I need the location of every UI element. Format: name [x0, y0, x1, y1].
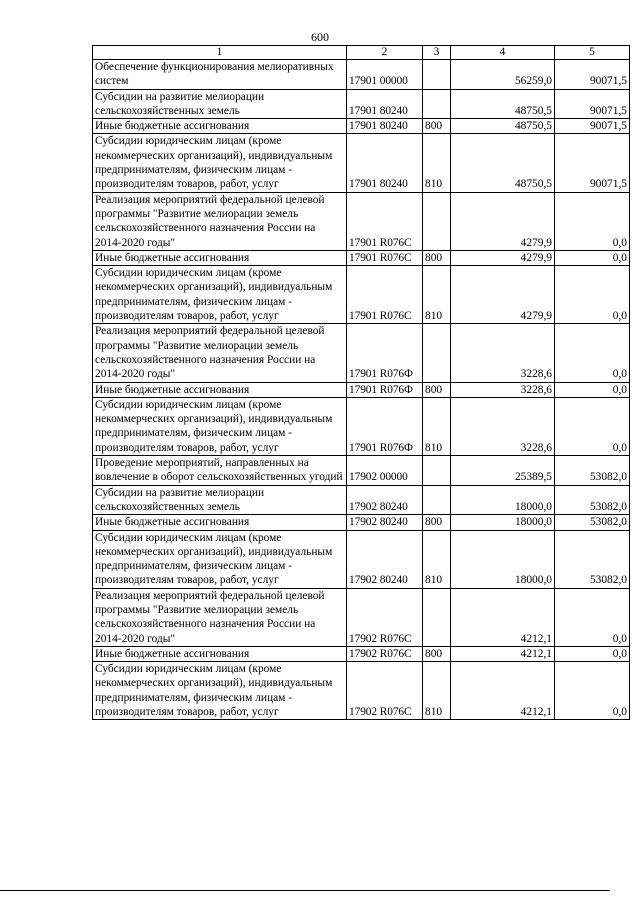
- table-row: [93, 60, 630, 90]
- page-number: 600: [311, 30, 329, 44]
- amount-col-4: 4212,1: [451, 646, 555, 661]
- item-name: Субсидии юридическим лицам (кроме некоммерческих организаций), индивидуальным предпринимателям, физическим лицам - производителям товаров, работ, услуг: [93, 266, 347, 324]
- item-name: Иные бюджетные ассигнования: [93, 119, 347, 134]
- table-row: [93, 588, 630, 646]
- target-code: 17902 R076C: [347, 662, 423, 720]
- amount-col-4: 4212,1: [451, 588, 555, 646]
- item-name: Субсидии на развитие мелиорации сельскохозяйственных земель: [93, 485, 347, 515]
- expense-type: [423, 60, 451, 90]
- amount-col-5: 0,0: [555, 266, 630, 324]
- amount-col-4: 18000,0: [451, 515, 555, 530]
- amount-col-5: 53082,0: [555, 456, 630, 486]
- expense-type: 800: [423, 515, 451, 530]
- item-name: Иные бюджетные ассигнования: [93, 515, 347, 530]
- table-row: [93, 530, 630, 588]
- expense-type: 800: [423, 250, 451, 265]
- table-row: [93, 515, 630, 530]
- amount-col-5: 0,0: [555, 397, 630, 455]
- target-code: 17902 R076C: [347, 588, 423, 646]
- expense-type: 800: [423, 646, 451, 661]
- header-col-5: 5: [555, 46, 630, 60]
- amount-col-5: 0,0: [555, 324, 630, 382]
- amount-col-4: 48750,5: [451, 134, 555, 192]
- amount-col-5: 90071,5: [555, 119, 630, 134]
- amount-col-5: 0,0: [555, 250, 630, 265]
- header-col-1: 1: [93, 46, 347, 60]
- table-row: [93, 324, 630, 382]
- amount-col-5: 90071,5: [555, 134, 630, 192]
- item-name: Иные бюджетные ассигнования: [93, 382, 347, 397]
- target-code: 17902 80240: [347, 515, 423, 530]
- amount-col-5: 90071,5: [555, 89, 630, 119]
- item-name: Реализация мероприятий федеральной целевой программы "Развитие мелиорации земель сельскохозяйственного назначения России на 2014-2020 годы": [93, 588, 347, 646]
- target-code: 17902 80240: [347, 530, 423, 588]
- expense-type: 810: [423, 530, 451, 588]
- amount-col-4: 3228,6: [451, 382, 555, 397]
- item-name: Субсидии юридическим лицам (кроме некоммерческих организаций), индивидуальным предпринимателям, физическим лицам - производителям товаров, работ, услуг: [93, 397, 347, 455]
- amount-col-4: 25389,5: [451, 456, 555, 486]
- table-row: [93, 250, 630, 265]
- expense-type: [423, 485, 451, 515]
- table-row: [93, 119, 630, 134]
- item-name: Реализация мероприятий федеральной целевой программы "Развитие мелиорации земель сельскохозяйственного назначения России на 2014-2020 годы": [93, 192, 347, 250]
- table-row: [93, 485, 630, 515]
- amount-col-5: 0,0: [555, 192, 630, 250]
- expense-type: [423, 456, 451, 486]
- target-code: 17901 00000: [347, 60, 423, 90]
- amount-col-4: 4279,9: [451, 250, 555, 265]
- amount-col-4: 56259,0: [451, 60, 555, 90]
- budget-table: [92, 45, 630, 720]
- item-name: Субсидии юридическим лицам (кроме некоммерческих организаций), индивидуальным предпринимателям, физическим лицам - производителям товаров, работ, услуг: [93, 134, 347, 192]
- target-code: 17901 R076C: [347, 250, 423, 265]
- header-col-4: 4: [451, 46, 555, 60]
- amount-col-4: 3228,6: [451, 397, 555, 455]
- target-code: 17901 80240: [347, 119, 423, 134]
- item-name: Иные бюджетные ассигнования: [93, 250, 347, 265]
- target-code: 17901 R076Ф: [347, 324, 423, 382]
- amount-col-4: 18000,0: [451, 485, 555, 515]
- amount-col-4: 4212,1: [451, 662, 555, 720]
- header-col-3: 3: [423, 46, 451, 60]
- table-row: [93, 646, 630, 661]
- table-row: [93, 397, 630, 455]
- amount-col-5: 53082,0: [555, 515, 630, 530]
- amount-col-5: 0,0: [555, 662, 630, 720]
- expense-type: [423, 324, 451, 382]
- target-code: 17902 00000: [347, 456, 423, 486]
- expense-type: [423, 588, 451, 646]
- amount-col-4: 48750,5: [451, 119, 555, 134]
- target-code: 17901 R076C: [347, 192, 423, 250]
- target-code: 17901 80240: [347, 134, 423, 192]
- expense-type: 800: [423, 119, 451, 134]
- expense-type: [423, 192, 451, 250]
- amount-col-5: 0,0: [555, 382, 630, 397]
- table-row: [93, 192, 630, 250]
- amount-col-4: 4279,9: [451, 266, 555, 324]
- expense-type: [423, 89, 451, 119]
- item-name: Обеспечение функционирования мелиоративных систем: [93, 60, 347, 90]
- amount-col-5: 53082,0: [555, 485, 630, 515]
- header-row: [93, 46, 630, 60]
- target-code: 17901 R076C: [347, 266, 423, 324]
- target-code: 17902 80240: [347, 485, 423, 515]
- expense-type: 810: [423, 662, 451, 720]
- item-name: Субсидии на развитие мелиорации сельскохозяйственных земель: [93, 89, 347, 119]
- table-row: [93, 266, 630, 324]
- table-row: [93, 89, 630, 119]
- budget-table-body: [93, 46, 630, 720]
- table-row: [93, 662, 630, 720]
- item-name: Субсидии юридическим лицам (кроме некоммерческих организаций), индивидуальным предпринимателям, физическим лицам - производителям товаров, работ, услуг: [93, 662, 347, 720]
- target-code: 17901 R076Ф: [347, 397, 423, 455]
- table-row: [93, 134, 630, 192]
- target-code: 17901 80240: [347, 89, 423, 119]
- header-col-2: 2: [347, 46, 423, 60]
- amount-col-4: 3228,6: [451, 324, 555, 382]
- table-row: [93, 456, 630, 486]
- expense-type: 810: [423, 397, 451, 455]
- target-code: 17901 R076Ф: [347, 382, 423, 397]
- target-code: 17902 R076C: [347, 646, 423, 661]
- amount-col-5: 0,0: [555, 646, 630, 661]
- item-name: Реализация мероприятий федеральной целевой программы "Развитие мелиорации земель сельскохозяйственного назначения России на 2014-2020 годы": [93, 324, 347, 382]
- amount-col-5: 53082,0: [555, 530, 630, 588]
- item-name: Иные бюджетные ассигнования: [93, 646, 347, 661]
- amount-col-5: 0,0: [555, 588, 630, 646]
- expense-type: 810: [423, 266, 451, 324]
- table-row: [93, 382, 630, 397]
- expense-type: 810: [423, 134, 451, 192]
- amount-col-5: 90071,5: [555, 60, 630, 90]
- amount-col-4: 18000,0: [451, 530, 555, 588]
- footer-rule: [0, 890, 610, 891]
- item-name: Субсидии юридическим лицам (кроме некоммерческих организаций), индивидуальным предпринимателям, физическим лицам - производителям товаров, работ, услуг: [93, 530, 347, 588]
- amount-col-4: 4279,9: [451, 192, 555, 250]
- item-name: Проведение мероприятий, направленных на вовлечение в оборот сельскохозяйственных угодий: [93, 456, 347, 486]
- expense-type: 800: [423, 382, 451, 397]
- amount-col-4: 48750,5: [451, 89, 555, 119]
